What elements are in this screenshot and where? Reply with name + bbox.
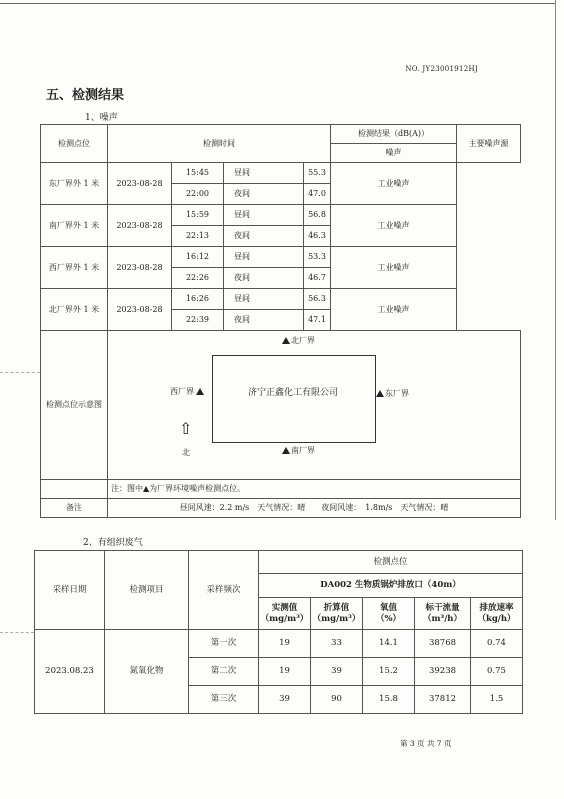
day-time: 15:45 bbox=[172, 163, 224, 183]
table-row bbox=[41, 205, 521, 226]
scan-artifact bbox=[0, 632, 34, 633]
cell-freq: 第三次 bbox=[189, 686, 259, 714]
row-day-value: 53.3 bbox=[304, 247, 331, 268]
night-label: 夜间 bbox=[234, 231, 250, 241]
row-night-time bbox=[172, 268, 304, 289]
row-day-value: 55.3 bbox=[304, 163, 331, 184]
cell-freq: 第一次 bbox=[189, 630, 259, 658]
compass-label: 北 bbox=[182, 448, 190, 457]
table-row bbox=[35, 630, 523, 658]
company-name: 济宁正鑫化工有限公司 bbox=[248, 388, 339, 398]
row-night-value: 47.1 bbox=[304, 310, 331, 331]
night-label: 夜间 bbox=[234, 315, 250, 325]
row-source: 工业噪声 bbox=[331, 163, 457, 205]
south-point-marker: 南厂界 bbox=[282, 446, 315, 456]
noise-subtitle: 1、噪声 bbox=[85, 113, 118, 123]
night-label: 夜间 bbox=[234, 189, 250, 199]
cell-rate: 0.75 bbox=[471, 658, 523, 686]
header-point: 检测点位 bbox=[41, 125, 108, 163]
row-point: 西厂界外 1 米 bbox=[41, 247, 108, 289]
cell-oxygen: 15.2 bbox=[363, 658, 415, 686]
triangle-icon bbox=[376, 390, 384, 397]
row-source: 工业噪声 bbox=[331, 205, 457, 247]
night-label: 夜间 bbox=[234, 273, 250, 283]
day-label: 昼间 bbox=[234, 252, 250, 262]
row-date: 2023-08-28 bbox=[108, 289, 172, 331]
row-source: 工业噪声 bbox=[331, 289, 457, 331]
north-point-marker: 北厂界 bbox=[282, 336, 315, 346]
row-night-time bbox=[172, 310, 304, 331]
cell-measured: 19 bbox=[259, 658, 311, 686]
row-day-time bbox=[172, 247, 304, 268]
cell-converted: 39 bbox=[311, 658, 363, 686]
remark-text: 昼间风速：2.2 m/s 天气情况：晴 夜间风速： 1.8m/s 天气情况：晴 bbox=[108, 499, 521, 518]
header-result-sub: 噪声 bbox=[331, 144, 457, 163]
header-converted: 折算值 （mg/m³） bbox=[311, 598, 363, 630]
west-point-marker: 西厂界 bbox=[170, 387, 205, 397]
day-label: 昼间 bbox=[234, 168, 250, 178]
row-point: 东厂界外 1 米 bbox=[41, 163, 108, 205]
table-row bbox=[41, 247, 521, 268]
header-date: 采样日期 bbox=[35, 551, 105, 630]
page-right-rule bbox=[555, 0, 556, 520]
header-oxygen: 氧值 （%） bbox=[363, 598, 415, 630]
row-date: 2023-08-28 bbox=[108, 163, 172, 205]
cell-measured: 39 bbox=[259, 686, 311, 714]
header-time: 检测时间 bbox=[108, 125, 331, 163]
diagram-note: 注：图中▲为厂界环境噪声检测点位。 bbox=[108, 480, 521, 499]
table-row bbox=[41, 289, 521, 310]
day-label: 昼间 bbox=[234, 294, 250, 304]
diagram-label: 检测点位示意图 bbox=[41, 331, 108, 480]
triangle-icon bbox=[282, 337, 290, 344]
row-night-value: 47.0 bbox=[304, 184, 331, 205]
row-night-value: 46.7 bbox=[304, 268, 331, 289]
header-point: 检测点位 bbox=[259, 551, 523, 574]
row-point: 南厂界外 1 米 bbox=[41, 205, 108, 247]
site-boundary bbox=[212, 355, 376, 443]
east-point-marker: 东厂界 bbox=[376, 389, 409, 399]
night-time: 22:00 bbox=[172, 184, 224, 204]
remark-label: 备注 bbox=[41, 499, 108, 518]
test-item: 氮氧化物 bbox=[105, 630, 189, 714]
row-day-time bbox=[172, 163, 304, 184]
document-number: NO. JY23001912HJ bbox=[405, 65, 478, 73]
night-time: 22:13 bbox=[172, 226, 224, 246]
section-title: 五、检测结果 bbox=[46, 88, 125, 103]
waste-gas-subtitle: 2、有组织废气 bbox=[83, 538, 143, 548]
header-outlet: DA002 生物质锅炉排放口（40m） bbox=[259, 574, 523, 598]
cell-converted: 33 bbox=[311, 630, 363, 658]
cell-converted: 90 bbox=[311, 686, 363, 714]
table-row bbox=[41, 163, 521, 184]
site-diagram bbox=[108, 331, 521, 480]
header-result: 检测结果（dB(A)） bbox=[331, 125, 457, 144]
note-spacer bbox=[41, 480, 108, 499]
scan-artifact bbox=[0, 372, 40, 373]
row-night-time bbox=[172, 226, 304, 247]
cell-freq: 第二次 bbox=[189, 658, 259, 686]
triangle-icon bbox=[282, 447, 290, 454]
cell-flow: 38768 bbox=[415, 630, 471, 658]
north-arrow-icon: ⇧ bbox=[179, 419, 193, 438]
header-freq: 采样频次 bbox=[189, 551, 259, 630]
cell-rate: 1.5 bbox=[471, 686, 523, 714]
noise-table bbox=[40, 124, 521, 518]
day-time: 16:12 bbox=[172, 247, 224, 267]
cell-oxygen: 14.1 bbox=[363, 630, 415, 658]
row-day-value: 56.3 bbox=[304, 289, 331, 310]
day-time: 15:59 bbox=[172, 205, 224, 225]
cell-rate: 0.74 bbox=[471, 630, 523, 658]
sample-date: 2023.08.23 bbox=[35, 630, 105, 714]
page-footer: 第 3 页 共 7 页 bbox=[400, 739, 452, 748]
waste-gas-table bbox=[34, 550, 523, 714]
header-source: 主要噪声源 bbox=[457, 125, 521, 163]
row-day-time bbox=[172, 205, 304, 226]
night-time: 22:26 bbox=[172, 268, 224, 288]
row-night-time bbox=[172, 184, 304, 205]
night-time: 22:39 bbox=[172, 310, 224, 330]
row-source: 工业噪声 bbox=[331, 247, 457, 289]
row-point: 北厂界外 1 米 bbox=[41, 289, 108, 331]
cell-oxygen: 15.8 bbox=[363, 686, 415, 714]
row-day-time bbox=[172, 289, 304, 310]
cell-flow: 39238 bbox=[415, 658, 471, 686]
cell-measured: 19 bbox=[259, 630, 311, 658]
page-top-rule bbox=[0, 3, 556, 4]
row-day-value: 56.8 bbox=[304, 205, 331, 226]
triangle-icon bbox=[196, 388, 204, 395]
row-night-value: 46.3 bbox=[304, 226, 331, 247]
row-date: 2023-08-28 bbox=[108, 205, 172, 247]
row-date: 2023-08-28 bbox=[108, 247, 172, 289]
header-measured: 实测值 （mg/m³） bbox=[259, 598, 311, 630]
header-rate: 排放速率 （kg/h） bbox=[471, 598, 523, 630]
header-flow: 标干流量 （m³/h） bbox=[415, 598, 471, 630]
day-time: 16:26 bbox=[172, 289, 224, 309]
cell-flow: 37812 bbox=[415, 686, 471, 714]
header-item: 检测项目 bbox=[105, 551, 189, 630]
day-label: 昼间 bbox=[234, 210, 250, 220]
